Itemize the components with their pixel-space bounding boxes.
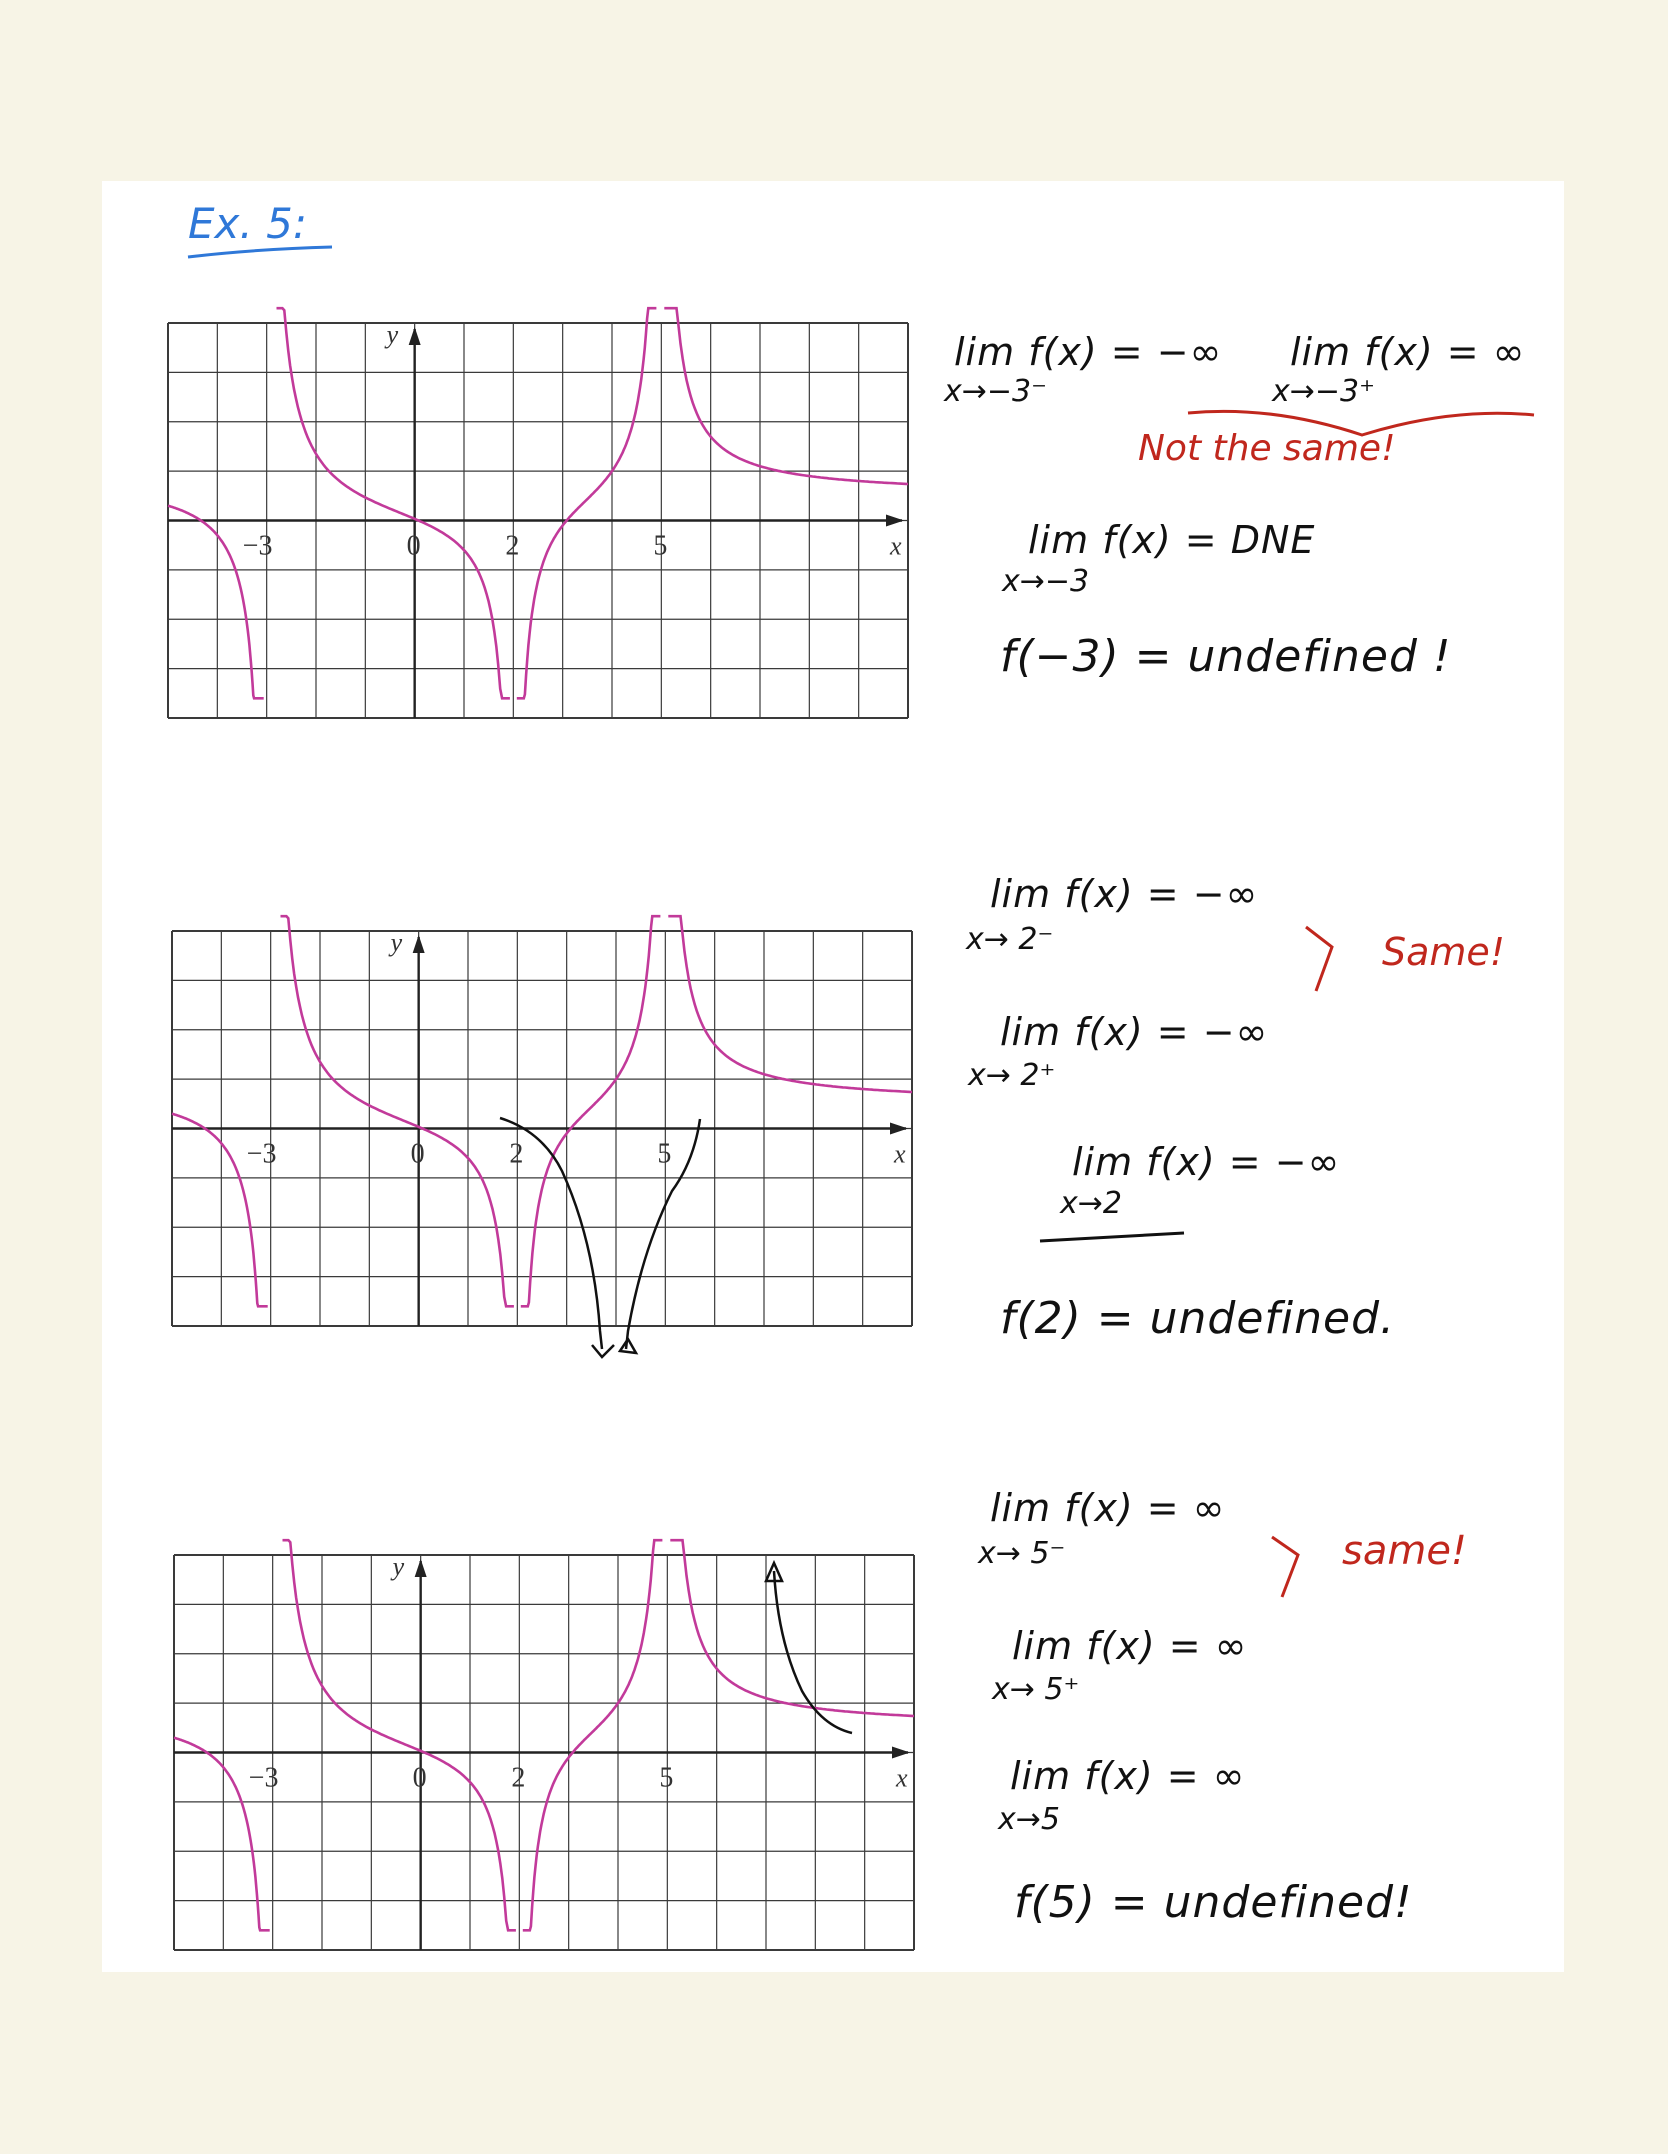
s2-lim-left-sub: x→ 2⁻ [966, 922, 1054, 957]
x-tick-label: 0 [412, 1762, 427, 1794]
s3-lim-both-sub: x→5 [998, 1802, 1060, 1837]
x-tick-label: −3 [248, 1762, 279, 1794]
s2-lim-both-sub: x→2 [1060, 1186, 1122, 1221]
s1-lim-both: lim f(x) = DNE [1028, 518, 1316, 562]
x-axis-label: x [890, 531, 902, 561]
x-tick-label: −3 [246, 1138, 277, 1170]
y-axis-label: y [392, 1552, 405, 1581]
worksheet-page [102, 181, 1564, 1972]
x-axis-label: x [896, 1763, 908, 1793]
s3-lim-both: lim f(x) = ∞ [1010, 1754, 1246, 1798]
x-tick-label: −3 [242, 530, 273, 562]
x-tick-label: 2 [509, 1138, 524, 1170]
s1-lim-left-sub: x→−3⁻ [944, 374, 1047, 409]
s1-note: Not the same! [1138, 428, 1396, 469]
s2-lim-right-sub: x→ 2⁺ [968, 1058, 1056, 1093]
s1-lim-left: lim f(x) = −∞ [954, 330, 1223, 374]
s3-lim-right-sub: x→ 5⁺ [992, 1672, 1080, 1707]
x-tick-label: 5 [657, 1138, 672, 1170]
x-tick-label: 0 [410, 1138, 425, 1170]
s3-value: f(5) = undefined! [1014, 1877, 1413, 1928]
s3-lim-left: lim f(x) = ∞ [990, 1486, 1226, 1530]
s2-underline [1038, 1227, 1188, 1247]
x-tick-label: 0 [406, 530, 421, 562]
s1-lim-right: lim f(x) = ∞ [1290, 330, 1526, 374]
y-axis-label: y [386, 320, 399, 349]
s2-lim-both: lim f(x) = −∞ [1072, 1140, 1341, 1184]
ink-trace-right-of-5 [774, 1571, 852, 1733]
y-axis-label: y [390, 928, 403, 957]
s2-lim-left: lim f(x) = −∞ [990, 872, 1259, 916]
s3-note: same! [1342, 1528, 1467, 1574]
s3-lim-left-sub: x→ 5⁻ [978, 1536, 1066, 1571]
s2-lim-right: lim f(x) = −∞ [1000, 1010, 1269, 1054]
x-tick-label: 5 [653, 530, 668, 562]
s2-bracket [1302, 921, 1362, 1001]
s2-value: f(2) = undefined. [1000, 1293, 1396, 1344]
s3-lim-right: lim f(x) = ∞ [1012, 1624, 1248, 1668]
s1-value: f(−3) = undefined ! [1000, 631, 1452, 682]
x-axis-label: x [894, 1139, 906, 1169]
x-tick-label: 2 [511, 1762, 526, 1794]
s3-bracket [1268, 1531, 1328, 1611]
s2-note: Same! [1382, 930, 1506, 974]
x-tick-label: 5 [659, 1762, 674, 1794]
example-title: Ex. 5: [188, 199, 307, 248]
s1-lim-right-sub: x→−3⁺ [1272, 374, 1375, 409]
x-tick-label: 2 [505, 530, 520, 562]
s1-lim-both-sub: x→−3 [1002, 564, 1090, 599]
